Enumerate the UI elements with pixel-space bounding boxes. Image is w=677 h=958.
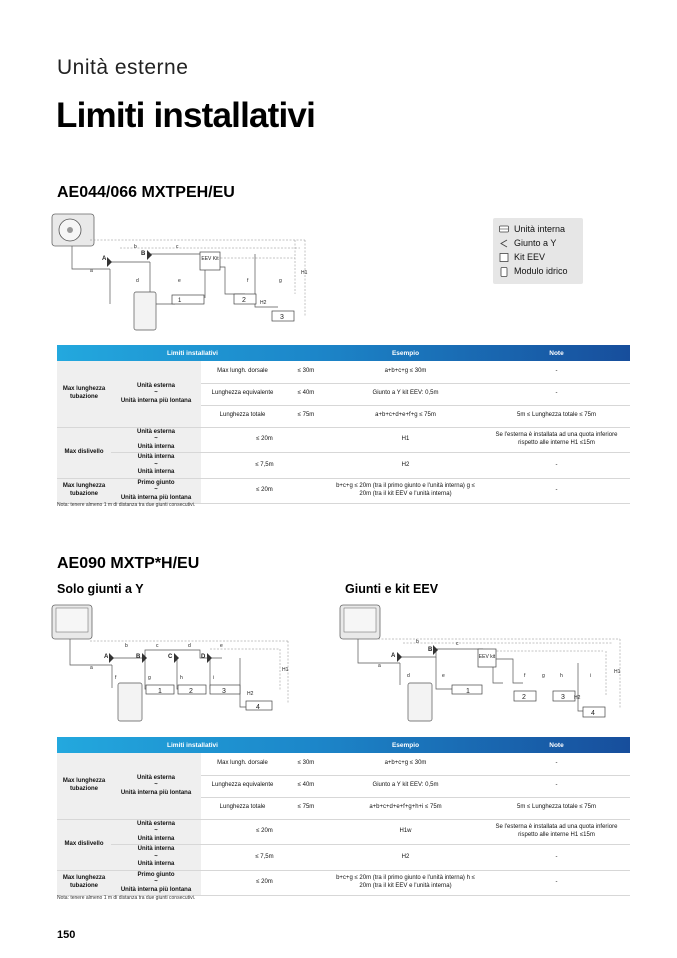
row-note: - bbox=[483, 383, 630, 405]
svg-text:3: 3 bbox=[222, 688, 226, 695]
svg-text:h: h bbox=[180, 675, 183, 681]
col-header-note: Note bbox=[549, 741, 564, 749]
row-group: Max lunghezza tubazione bbox=[57, 361, 111, 427]
outdoor-unit-icon bbox=[340, 605, 380, 639]
svg-text:a: a bbox=[378, 663, 381, 669]
section2-right-piping-diagram bbox=[338, 603, 628, 723]
row-group: Max dislivello bbox=[57, 427, 111, 478]
svg-text:b: b bbox=[134, 244, 137, 250]
outdoor-unit-icon bbox=[52, 214, 94, 246]
row-subgroup: Primo giunto ~ Unità interna più lontana bbox=[111, 478, 201, 504]
svg-text:B: B bbox=[136, 654, 141, 660]
svg-text:e: e bbox=[442, 673, 445, 679]
row-limit: ≤ 30m bbox=[284, 753, 328, 775]
row-example: a+b+c+d+e+f+g ≤ 75m bbox=[328, 405, 483, 427]
svg-text:c: c bbox=[156, 643, 159, 649]
section1-title: AE044/066 MXTPEH/EU bbox=[57, 184, 235, 201]
svg-text:a: a bbox=[90, 268, 93, 274]
row-group: Max lunghezza tubazione bbox=[57, 753, 111, 819]
table-header bbox=[57, 345, 630, 361]
svg-text:c: c bbox=[456, 641, 459, 647]
section2-limits-table bbox=[57, 737, 630, 896]
section2-title: AE090 MXTP*H/EU bbox=[57, 555, 200, 572]
section1-note: Nota: tenere almeno 1 m di distanza tra due giunti consecutivi. bbox=[57, 502, 196, 508]
row-note: - bbox=[483, 478, 630, 504]
svg-text:g: g bbox=[542, 673, 545, 679]
y-joint-d bbox=[207, 653, 212, 663]
row-item: Lunghezza equivalente bbox=[201, 775, 284, 797]
row-limit: ≤ 7,5m bbox=[201, 453, 328, 479]
row-item: Lunghezza equivalente bbox=[201, 383, 284, 405]
svg-text:1: 1 bbox=[158, 688, 162, 695]
row-note: Se l'esterna è installata ad una quota inferiore rispetto alle interne H1 ≤15m bbox=[483, 819, 630, 845]
row-example: Giunto a Y kit EEV: 0,5m bbox=[328, 383, 483, 405]
row-item: Lunghezza totale bbox=[201, 797, 284, 819]
svg-text:D: D bbox=[201, 654, 206, 660]
section1-piping-diagram bbox=[50, 212, 320, 334]
svg-text:2: 2 bbox=[522, 694, 526, 701]
row-item: Max lungh. dorsale bbox=[201, 753, 284, 775]
legend-label: Modulo idrico bbox=[514, 266, 568, 276]
section-eyebrow: Unità esterne bbox=[57, 56, 189, 79]
row-subgroup: Unità interna ~ Unità interna bbox=[111, 845, 201, 871]
svg-text:f: f bbox=[524, 673, 526, 679]
row-limit: ≤ 75m bbox=[284, 797, 328, 819]
eev-kit-box bbox=[200, 252, 220, 270]
legend-item bbox=[499, 222, 583, 236]
svg-text:c: c bbox=[176, 244, 179, 250]
row-limit: ≤ 30m bbox=[284, 361, 328, 383]
row-group: Max lunghezza tubazione bbox=[57, 870, 111, 896]
indoor-unit-3 bbox=[553, 691, 575, 701]
row-limit: ≤ 40m bbox=[284, 775, 328, 797]
y-joint-b bbox=[142, 653, 147, 663]
svg-text:EEV Kit: EEV Kit bbox=[201, 256, 219, 262]
y-joint-b bbox=[433, 645, 438, 655]
row-example: Giunto a Y kit EEV: 0,5m bbox=[328, 775, 483, 797]
svg-text:e: e bbox=[178, 278, 181, 284]
table-row bbox=[57, 478, 630, 504]
svg-text:b: b bbox=[416, 639, 419, 645]
page-number: 150 bbox=[57, 929, 76, 941]
legend-label: Unità interna bbox=[514, 224, 566, 234]
row-note: - bbox=[483, 361, 630, 383]
indoor-cassette bbox=[134, 292, 156, 330]
svg-text:B: B bbox=[141, 251, 146, 257]
svg-text:H2: H2 bbox=[260, 300, 267, 306]
row-note: 5m ≤ Lunghezza totale ≤ 75m bbox=[483, 797, 630, 819]
row-note: 5m ≤ Lunghezza totale ≤ 75m bbox=[483, 405, 630, 427]
svg-text:A: A bbox=[102, 256, 107, 262]
eev-kit-box bbox=[478, 649, 496, 667]
row-group: Max dislivello bbox=[57, 819, 111, 870]
row-subgroup: Unità interna ~ Unità interna bbox=[111, 453, 201, 479]
indoor-unit-2 bbox=[234, 294, 256, 304]
page-title: Limiti installativi bbox=[56, 96, 316, 135]
row-note: Se l'esterna è installata ad una quota inferiore rispetto alle interne H1 ≤15m bbox=[483, 427, 630, 453]
legend-item bbox=[499, 236, 583, 250]
row-subgroup: Unità esterna ~ Unità interna bbox=[111, 819, 201, 845]
svg-text:H1: H1 bbox=[301, 270, 308, 276]
row-example: H2 bbox=[328, 845, 483, 871]
table-row bbox=[57, 753, 630, 775]
y-joint-a bbox=[109, 653, 114, 663]
hydro-module-icon bbox=[499, 267, 509, 276]
row-example: H2 bbox=[328, 453, 483, 479]
svg-text:g: g bbox=[148, 675, 151, 681]
svg-text:1: 1 bbox=[466, 688, 470, 695]
indoor-unit-1 bbox=[452, 685, 482, 695]
y-joint-c bbox=[174, 653, 179, 663]
indoor-unit-1 bbox=[146, 685, 174, 695]
svg-text:4: 4 bbox=[256, 704, 260, 711]
table-row bbox=[57, 453, 630, 479]
row-limit: ≤ 20m bbox=[201, 819, 328, 845]
row-note: - bbox=[483, 845, 630, 871]
legend bbox=[493, 218, 583, 284]
svg-text:b: b bbox=[125, 643, 128, 649]
svg-text:3: 3 bbox=[561, 694, 565, 701]
svg-text:H2: H2 bbox=[574, 695, 581, 701]
row-limit: ≤ 20m bbox=[201, 870, 328, 896]
indoor-unit-3 bbox=[272, 311, 294, 321]
svg-text:3: 3 bbox=[280, 314, 284, 321]
svg-text:2: 2 bbox=[242, 297, 246, 304]
y-joint-a bbox=[397, 652, 402, 662]
svg-text:d: d bbox=[136, 278, 139, 284]
legend-label: Kit EEV bbox=[514, 252, 546, 262]
svg-text:h: h bbox=[560, 673, 563, 679]
y-joint-a bbox=[107, 257, 112, 267]
indoor-unit-4 bbox=[246, 701, 272, 711]
row-example: a+b+c+d+e+f+g+h+i ≤ 75m bbox=[328, 797, 483, 819]
y-joint-b bbox=[147, 250, 152, 260]
table-row bbox=[57, 361, 630, 383]
svg-text:a: a bbox=[90, 665, 93, 671]
row-example: a+b+c+g ≤ 30m bbox=[328, 753, 483, 775]
row-subgroup: Unità esterna ~ Unità interna più lontana bbox=[111, 361, 201, 427]
row-limit: ≤ 75m bbox=[284, 405, 328, 427]
row-example: b+c+g ≤ 20m (tra il primo giunto e l'unità interna) g ≤ 20m (tra il kit EEV e l'unità interna) bbox=[328, 478, 483, 504]
row-note: - bbox=[483, 753, 630, 775]
indoor-unit-4 bbox=[583, 707, 605, 717]
indoor-cassette bbox=[408, 683, 432, 721]
y-joint-icon bbox=[499, 239, 509, 248]
svg-text:4: 4 bbox=[591, 710, 595, 717]
col-header-note: Note bbox=[549, 349, 564, 357]
svg-text:f: f bbox=[115, 675, 117, 681]
section2-left-piping-diagram bbox=[50, 603, 300, 723]
table-row bbox=[57, 427, 630, 453]
indoor-unit-icon bbox=[499, 225, 509, 234]
svg-text:i: i bbox=[213, 675, 215, 681]
table-row bbox=[57, 845, 630, 871]
legend-item bbox=[499, 264, 583, 278]
row-subgroup: Primo giunto ~ Unità interna più lontana bbox=[111, 870, 201, 896]
row-example: b+c+g ≤ 20m (tra il primo giunto e l'unità interna) h ≤ 20m (tra il kit EEV e l'unità interna) bbox=[328, 870, 483, 896]
svg-text:2: 2 bbox=[189, 688, 193, 695]
col-header-example: Esempio bbox=[391, 349, 420, 357]
svg-text:C: C bbox=[168, 654, 173, 660]
col-header-limits: Limiti installativi bbox=[167, 349, 218, 357]
svg-text:d: d bbox=[188, 643, 191, 649]
indoor-unit-2 bbox=[178, 685, 206, 695]
svg-text:1: 1 bbox=[178, 298, 182, 304]
row-item: Max lungh. dorsale bbox=[201, 361, 284, 383]
section2-right-subtitle: Giunti e kit EEV bbox=[345, 582, 439, 596]
indoor-unit-2 bbox=[514, 691, 536, 701]
row-example: H1 bbox=[328, 427, 483, 453]
table-row bbox=[57, 819, 630, 845]
row-example: a+b+c+g ≤ 30m bbox=[328, 361, 483, 383]
indoor-unit-1 bbox=[172, 295, 204, 304]
row-subgroup: Unità esterna ~ Unità interna più lontana bbox=[111, 753, 201, 819]
col-header-example: Esempio bbox=[391, 741, 420, 749]
svg-text:e: e bbox=[220, 643, 223, 649]
section2-note: Nota: tenere almeno 1 m di distanza tra due giunti consecutivi. bbox=[57, 895, 196, 901]
legend-label: Giunto a Y bbox=[514, 238, 557, 248]
section2-left-subtitle: Solo giunti a Y bbox=[57, 582, 144, 596]
row-note: - bbox=[483, 870, 630, 896]
indoor-cassette bbox=[118, 683, 142, 721]
svg-text:B: B bbox=[428, 647, 433, 653]
row-limit: ≤ 7,5m bbox=[201, 845, 328, 871]
svg-text:H2: H2 bbox=[247, 691, 254, 697]
row-limit: ≤ 20m bbox=[201, 478, 328, 504]
row-example: H1w bbox=[328, 819, 483, 845]
row-note: - bbox=[483, 775, 630, 797]
svg-text:d: d bbox=[407, 673, 410, 679]
row-note: - bbox=[483, 453, 630, 479]
svg-text:A: A bbox=[391, 653, 396, 659]
svg-text:H1: H1 bbox=[282, 667, 289, 673]
row-limit: ≤ 40m bbox=[284, 383, 328, 405]
col-header-limits: Limiti installativi bbox=[167, 741, 218, 749]
row-subgroup: Unità esterna ~ Unità interna bbox=[111, 427, 201, 453]
svg-text:H1: H1 bbox=[614, 669, 621, 675]
indoor-unit-3 bbox=[210, 685, 240, 695]
svg-text:i: i bbox=[590, 673, 592, 679]
svg-text:EEV kit: EEV kit bbox=[478, 654, 496, 660]
row-group: Max lunghezza tubazione bbox=[57, 478, 111, 504]
svg-text:A: A bbox=[104, 654, 109, 660]
section1-limits-table bbox=[57, 345, 630, 504]
eev-kit-icon bbox=[499, 253, 509, 262]
row-limit: ≤ 20m bbox=[201, 427, 328, 453]
svg-text:g: g bbox=[279, 278, 282, 284]
svg-text:f: f bbox=[247, 278, 249, 284]
table-header bbox=[57, 737, 630, 753]
table-row bbox=[57, 870, 630, 896]
row-item: Lunghezza totale bbox=[201, 405, 284, 427]
outdoor-unit-icon bbox=[52, 605, 92, 639]
legend-item bbox=[499, 250, 583, 264]
